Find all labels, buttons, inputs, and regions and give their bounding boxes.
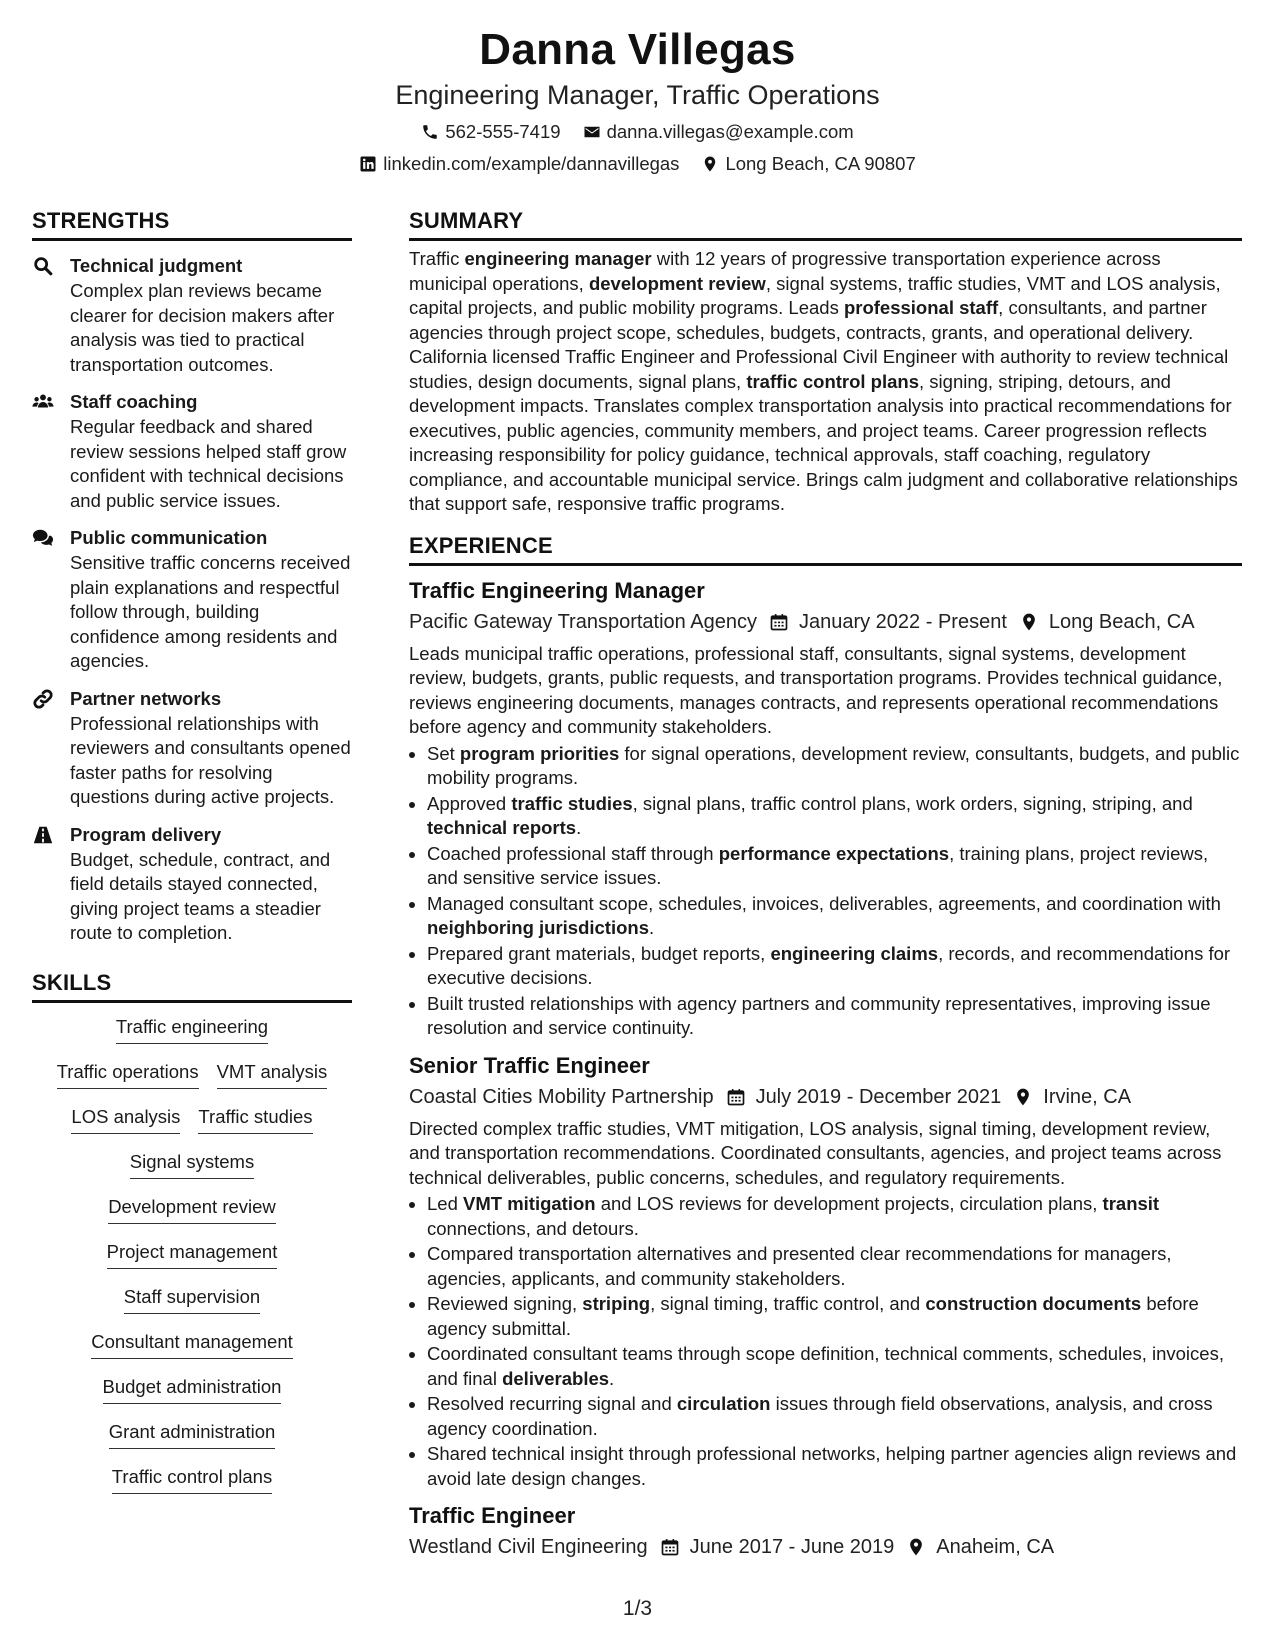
location-contact <box>701 152 915 176</box>
bold-keyword: transit <box>1102 1193 1160 1214</box>
strength-title: Staff coaching <box>70 391 198 412</box>
candidate-name: Danna Villegas <box>479 25 796 74</box>
strength-desc: Budget, schedule, contract, and field details stayed connected, giving project teams a steadier route to completion. <box>70 848 331 943</box>
job-org: Coastal Cities Mobility Partnership <box>409 1085 714 1108</box>
job-location <box>906 1533 1054 1561</box>
map-pin-icon <box>1013 1087 1033 1107</box>
calendar-icon <box>769 612 789 632</box>
skill-row <box>32 1465 352 1510</box>
skill-tag: Grant administration <box>109 1420 276 1449</box>
job-dates-text: July 2019 - December 2021 <box>755 1085 1002 1108</box>
right-column <box>409 206 1242 1561</box>
job-org: Pacific Gateway Transportation Agency <box>409 610 757 633</box>
job-org: Westland Civil Engineering <box>409 1536 648 1558</box>
job-title: Traffic Engineer <box>409 1503 576 1528</box>
bullet-item: • Prepared grant materials, budget reports, engineering claims, records, and recommendations for executive decisions. <box>427 942 1242 991</box>
bullet-item: • Compared transportation alternatives and presented clear recommendations for managers, agencies, applicants, and community stakeholders. <box>427 1242 1242 1291</box>
skill-row <box>32 1105 352 1150</box>
bold-keyword: engineering manager <box>464 248 652 269</box>
job-location <box>1019 608 1195 636</box>
bold-keyword: circulation <box>676 1393 771 1414</box>
job-dates <box>769 608 1007 636</box>
resume-header <box>0 22 1275 176</box>
skills-heading: SKILLS <box>32 968 352 1003</box>
skill-tag: VMT analysis <box>217 1060 328 1089</box>
job-description: Directed complex traffic studies, VMT mitigation, LOS analysis, signal timing, development review, and transportation recommendations. Coordinated consultants, agencies, and project teams across technical deliverables, public concerns, schedules, and regulatory requirements. <box>409 1117 1222 1188</box>
skill-tag: Development review <box>108 1195 276 1224</box>
skill-row <box>32 1240 352 1285</box>
job-meta <box>409 1533 1242 1561</box>
bullet-item: • Built trusted relationships with agency partners and community representatives, improving issue resolution and service continuity. <box>427 992 1242 1041</box>
job-meta <box>409 1083 1242 1111</box>
bold-keyword: performance expectations <box>718 842 950 864</box>
skill-row <box>32 1015 352 1060</box>
strength-title: Public communication <box>70 527 268 548</box>
bold-keyword: professional staff <box>843 297 999 318</box>
job-dates-text: January 2022 - Present <box>798 610 1007 633</box>
strength-item <box>32 686 352 810</box>
job-dates <box>726 1083 1002 1111</box>
strength-desc: Regular feedback and shared review sessions helped staff grow confident with technical decisions and public service issues. <box>70 416 347 511</box>
bold-keyword: traffic studies <box>511 792 633 814</box>
summary-text: Traffic engineering manager with 12 years of progressive transportation experience across municipal operations, development review, signal systems, traffic studies, VMT and LOS analysis, capital projects, and public mobility programs. Leads professional staff, consultants, and partner agencies through project scope, schedules, budgets, contracts, grants, and operational delivery. California licensed Traffic Engineer and Professional Civil Engineer with authority to review technical studies, design documents, signal plans, traffic control plans, signing, striping, detours, and development impacts. Translates complex transportation analysis into practical recommendations for executives, public agencies, community members, and project teams. Career progression reflects increasing responsibility for policy guidance, technical approvals, staff coaching, regulatory compliance, and accountable municipal service. Brings calm judgment and collaborative relationships that support safe, responsive traffic programs. <box>409 248 1238 514</box>
skill-tag: Project management <box>107 1240 278 1269</box>
skill-row <box>32 1330 352 1375</box>
job-bullets <box>409 742 1242 1041</box>
skill-tag: Traffic studies <box>198 1105 312 1134</box>
bold-keyword: engineering claims <box>770 942 939 964</box>
location-text: Long Beach, CA 90807 <box>725 153 916 174</box>
skills-list <box>32 1015 352 1510</box>
job-location-text: Anaheim, CA <box>936 1536 1055 1558</box>
strength-title: Partner networks <box>70 687 222 709</box>
bold-keyword: development review <box>588 272 766 294</box>
strength-item <box>32 389 352 513</box>
skill-tag: Traffic control plans <box>112 1465 272 1494</box>
phone-icon <box>421 123 439 141</box>
job-description: Leads municipal traffic operations, professional staff, consultants, signal systems, development review, budgets, grants, public requests, and transportation programs. Provides technical guidance, reviews engineering documents, manages contracts, and represents operational recommendations before agency and community stakeholders. <box>409 642 1223 737</box>
envelope-icon <box>583 123 601 141</box>
skill-row <box>32 1150 352 1195</box>
email-contact[interactable] <box>583 120 854 144</box>
bold-keyword: technical reports <box>427 817 577 838</box>
skill-tag: LOS analysis <box>71 1105 180 1134</box>
bullet-item: • Led VMT mitigation and LOS reviews for development projects, circulation plans, transit connections, and detours. <box>427 1192 1242 1241</box>
skill-tag: Consultant management <box>91 1330 293 1359</box>
link-icon <box>32 688 54 710</box>
job-location <box>1013 1083 1131 1111</box>
skill-row <box>32 1285 352 1330</box>
bullet-item: • Resolved recurring signal and circulation issues through field observations, analysis, and cross agency coordination. <box>427 1392 1242 1441</box>
skill-row <box>32 1375 352 1420</box>
linkedin-contact[interactable] <box>359 152 679 176</box>
bold-keyword: traffic control plans <box>746 370 920 392</box>
job-title: Senior Traffic Engineer <box>409 1052 650 1078</box>
strength-desc: Complex plan reviews became clearer for decision makers after analysis was tied to practical transportation outcomes. <box>70 280 335 375</box>
bold-keyword: construction documents <box>925 1293 1142 1314</box>
skill-tag: Staff supervision <box>124 1285 260 1314</box>
job-meta <box>409 608 1242 636</box>
strength-item <box>32 525 352 674</box>
job-entry <box>409 1051 1242 1492</box>
job-location-text: Long Beach, CA <box>1048 610 1195 633</box>
skill-row <box>32 1060 352 1105</box>
bold-keyword: neighboring jurisdictions <box>427 917 649 938</box>
bullet-item: • Shared technical insight through professional networks, helping partner agencies align reviews and avoid late design changes. <box>427 1442 1242 1491</box>
job-entry <box>409 1501 1242 1561</box>
job-dates <box>660 1533 895 1561</box>
strength-item <box>32 253 352 377</box>
bullet-item: • Set program priorities for signal operations, development review, consultants, budgets, and public mobility programs. <box>427 742 1242 791</box>
job-title: Traffic Engineering Manager <box>409 577 705 603</box>
skill-tag: Traffic engineering <box>116 1015 268 1044</box>
strengths-heading: STRENGTHS <box>32 206 352 241</box>
skill-tag: Traffic operations <box>57 1060 199 1089</box>
contact-row-2 <box>0 152 1275 176</box>
strength-desc: Professional relationships with reviewers and consultants opened faster paths for resolving questions during active projects. <box>70 712 351 807</box>
bold-keyword: deliverables <box>502 1367 610 1389</box>
summary-heading: SUMMARY <box>409 206 1242 241</box>
comments-icon <box>32 527 54 549</box>
bold-keyword: striping <box>582 1293 651 1314</box>
left-column <box>32 206 352 1510</box>
search-icon <box>32 255 54 277</box>
job-dates-text: June 2017 - June 2019 <box>689 1536 895 1558</box>
calendar-icon <box>660 1537 680 1557</box>
map-pin-icon <box>906 1537 926 1557</box>
skill-row <box>32 1420 352 1465</box>
bullet-item: • Reviewed signing, striping, signal timing, traffic control, and construction documents before agency submittal. <box>427 1292 1242 1341</box>
bullet-item: • Coordinated consultant teams through scope definition, technical comments, schedules, invoices, and final deliverables. <box>427 1342 1242 1391</box>
calendar-icon <box>726 1087 746 1107</box>
skill-tag: Budget administration <box>103 1375 282 1404</box>
candidate-title: Engineering Manager, Traffic Operations <box>395 80 880 110</box>
job-location-text: Irvine, CA <box>1043 1085 1132 1108</box>
email-address[interactable]: danna.villegas@example.com <box>606 121 854 142</box>
linkedin-icon <box>359 155 377 173</box>
bullet-item: • Coached professional staff through performance expectations, training plans, project reviews, and sensitive service issues. <box>427 842 1242 891</box>
experience-heading: EXPERIENCE <box>409 531 1242 566</box>
users-icon <box>32 391 54 413</box>
strength-title: Program delivery <box>70 823 222 845</box>
strength-desc: Sensitive traffic concerns received plain explanations and respectful follow through, building confidence among residents and agencies. <box>70 552 351 671</box>
bold-keyword: program priorities <box>459 742 620 764</box>
linkedin-url[interactable]: linkedin.com/example/dannavillegas <box>383 153 680 174</box>
bullet-item: • Approved traffic studies, signal plans, traffic control plans, work orders, signing, striping, and technical reports. <box>427 792 1242 841</box>
phone-contact <box>421 120 560 144</box>
skill-row <box>32 1195 352 1240</box>
phone-number: 562-555-7419 <box>445 121 561 142</box>
skill-tag: Signal systems <box>130 1150 254 1179</box>
strength-item <box>32 822 352 946</box>
bold-keyword: VMT mitigation <box>463 1193 596 1214</box>
map-pin-icon <box>701 155 719 173</box>
contact-row-1 <box>0 120 1275 144</box>
page-number: 1/3 <box>622 1597 653 1620</box>
road-icon <box>32 824 54 846</box>
job-entry <box>409 576 1242 1041</box>
strength-title: Technical judgment <box>70 255 243 276</box>
bullet-item: • Managed consultant scope, schedules, invoices, deliverables, agreements, and coordination with neighboring jurisdictions. <box>427 892 1242 941</box>
map-pin-icon <box>1019 612 1039 632</box>
job-bullets <box>409 1192 1242 1491</box>
